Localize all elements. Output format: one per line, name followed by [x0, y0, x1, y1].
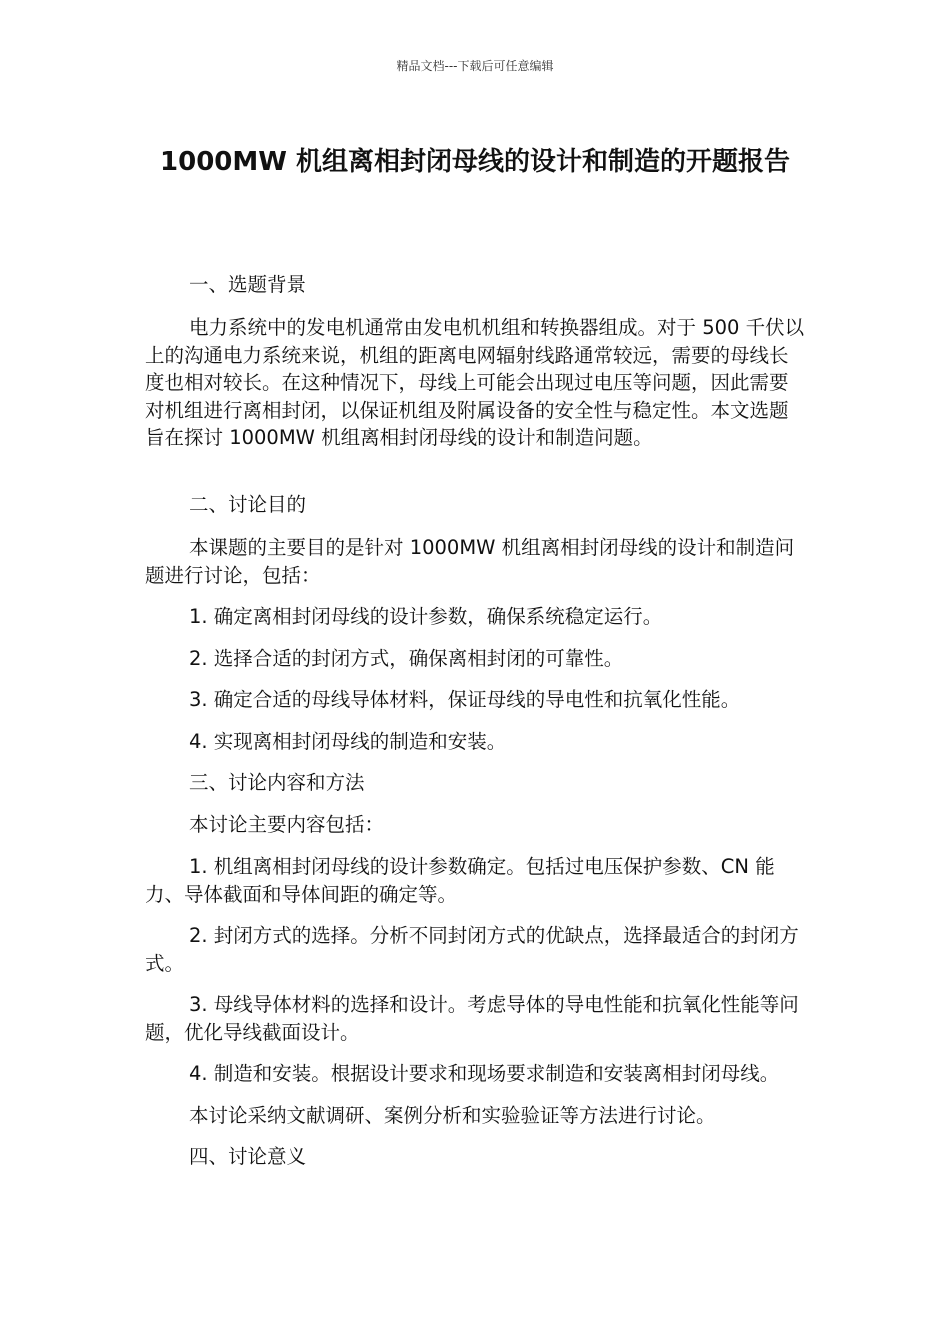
section-heading-background: 一、选题背景 [189, 273, 307, 296]
content-item-3: 3. 母线导体材料的选择和设计。考虑导体的导电性能和抗氧化性能等问题，优化导线截面设计。 [145, 993, 799, 1044]
header-note: 精品文档---下载后可任意编辑 [396, 59, 554, 73]
content-item-2: 2. 封闭方式的选择。分析不同封闭方式的优缺点，选择最适合的封闭方式。 [145, 924, 799, 975]
purpose-item-3: 3. 确定合适的母线导体材料，保证母线的导电性和抗氧化性能。 [189, 688, 741, 711]
paragraph-background: 电力系统中的发电机通常由发电机机组和转换器组成。对于 500 千伏以上的沟通电力系统来说，机组的距离电网辐射线路通常较远，需要的母线长度也相对较长。在这种情况下，母线上可能会出现过电压等问题，因此需要对机组进行离相封闭，以保证机组及附属设备的安全性与稳定性。本文选题旨在探讨 1000MW 机组离相封闭母线的设计和制造问题。 [145, 316, 805, 449]
section-heading-content: 三、讨论内容和方法 [189, 771, 365, 794]
paragraph-purpose: 本课题的主要目的是针对 1000MW 机组离相封闭母线的设计和制造问题进行讨论，包括： [145, 536, 795, 587]
section-heading-significance: 四、讨论意义 [189, 1145, 307, 1168]
purpose-item-1: 1. 确定离相封闭母线的设计参数，确保系统稳定运行。 [189, 605, 663, 628]
paragraph-content-intro: 本讨论主要内容包括： [189, 813, 385, 836]
document-title: 1000MW 机组离相封闭母线的设计和制造的开题报告 [160, 147, 790, 177]
content-item-4: 4. 制造和安装。根据设计要求和现场要求制造和安装离相封闭母线。 [189, 1062, 780, 1085]
paragraph-methods: 本讨论采纳文献调研、案例分析和实验验证等方法进行讨论。 [189, 1104, 716, 1127]
purpose-item-4: 4. 实现离相封闭母线的制造和安装。 [189, 730, 507, 753]
content-item-1: 1. 机组离相封闭母线的设计参数确定。包括过电压保护参数、CN 能力、导体截面和导体间距的确定等。 [145, 855, 775, 906]
section-heading-purpose: 二、讨论目的 [189, 493, 307, 516]
purpose-item-2: 2. 选择合适的封闭方式，确保离相封闭的可靠性。 [189, 647, 624, 670]
